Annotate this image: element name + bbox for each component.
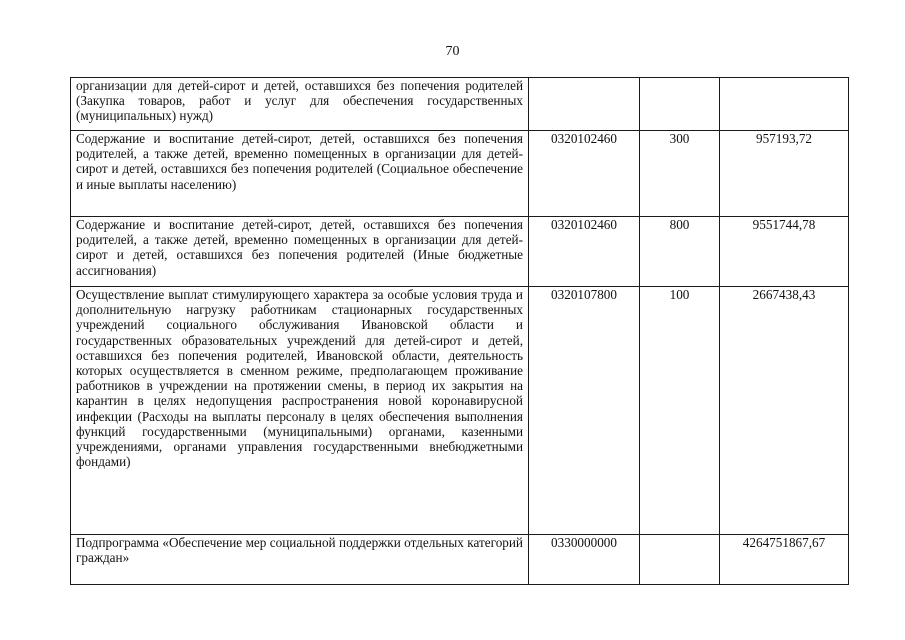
table-row [71, 78, 849, 131]
row-amount: 957193,72 [720, 131, 849, 217]
row-expense-type: 300 [640, 131, 720, 217]
row-expense-type: 800 [640, 217, 720, 287]
row-description: Содержание и воспитание детей-сирот, детей, оставшихся без попечения родителей, а также детей, временно помещенных в организации для детей-сирот и детей, оставшихся без попечения родителей (Социальное обеспечение и иные выплаты населению) [71, 131, 529, 217]
row-amount: 2667438,43 [720, 287, 849, 535]
row-expense-type [640, 78, 720, 131]
row-description: организации для детей-сирот и детей, оставшихся без попечения родителей (Закупка товаров, работ и услуг для обеспечения государственных (муниципальных) нужд) [71, 78, 529, 131]
table-row [71, 535, 849, 585]
row-target-code: 0320102460 [529, 217, 640, 287]
row-amount [720, 78, 849, 131]
table-row [71, 287, 849, 535]
row-target-code: 0320102460 [529, 131, 640, 217]
row-expense-type [640, 535, 720, 585]
table-row [71, 131, 849, 217]
row-expense-type: 100 [640, 287, 720, 535]
table-row [71, 217, 849, 287]
row-description: Осуществление выплат стимулирующего характера за особые условия труда и дополнительную нагрузку работникам стационарных государственных учреждений социального обслуживания Ивановской области и государственных образовательных учреждений для детей-сирот и детей, оставшихся без попечения родителей, Ивановской области, деятельность которых осуществляется в сменном режиме, предполагающем проживание работников в учреждении на протяжении смены, в период их закрытия на карантин в целях недопущения распространения новой коронавирусной инфекции (Расходы на выплаты персоналу в целях обеспечения выполнения функций государственными (муниципальными) органами, казенными учреждениями, органами управления государственными внебюджетными фондами) [71, 287, 529, 535]
row-description: Содержание и воспитание детей-сирот, детей, оставшихся без попечения родителей, а также детей, временно помещенных в организации для детей-сирот и детей, оставшихся без попечения родителей (Иные бюджетные ассигнования) [71, 217, 529, 287]
page-number: 70 [445, 44, 460, 59]
budget-table [70, 77, 849, 585]
row-amount: 4264751867,67 [720, 535, 849, 585]
row-target-code [529, 78, 640, 131]
row-target-code: 0320107800 [529, 287, 640, 535]
row-target-code: 0330000000 [529, 535, 640, 585]
row-amount: 9551744,78 [720, 217, 849, 287]
row-description: Подпрограмма «Обеспечение мер социальной поддержки отдельных категорий граждан» [71, 535, 529, 585]
